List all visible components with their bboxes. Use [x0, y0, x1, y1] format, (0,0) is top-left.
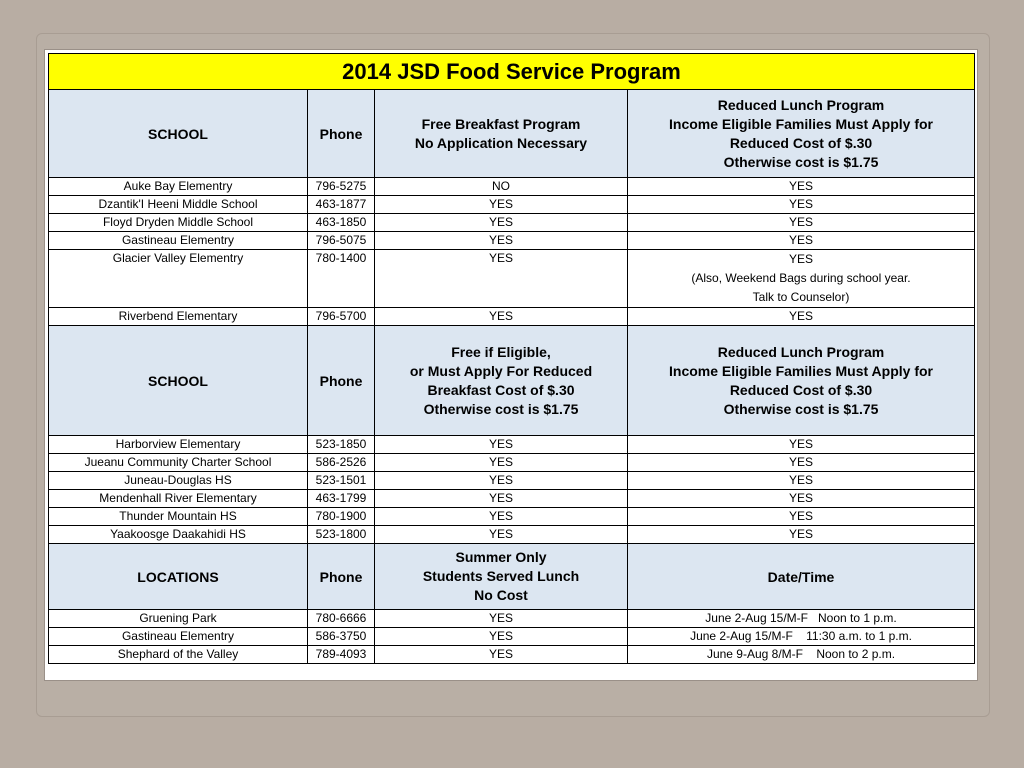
- table-title: 2014 JSD Food Service Program: [49, 54, 975, 90]
- phone-column-header: Phone: [308, 326, 375, 436]
- table-row: Yaakoosge Daakahidi HS 523-1800 YES YES: [49, 526, 975, 544]
- table-row: Shephard of the Valley 789-4093 YES June 9-Aug 8/M-F Noon to 2 p.m.: [49, 646, 975, 664]
- table-row: Harborview Elementary 523-1850 YES YES: [49, 436, 975, 454]
- table-row: Glacier Valley Elementry 780-1400 YES YES (Also, Weekend Bags during school year. Talk to Counselor): [49, 250, 975, 308]
- school-column-header: SCHOOL: [49, 90, 308, 178]
- table-row: Thunder Mountain HS 780-1900 YES YES: [49, 508, 975, 526]
- spreadsheet-image: [45, 50, 977, 680]
- section1-header: [49, 90, 975, 178]
- breakfast-column-header: Free if Eligible, or Must Apply For Reduced Breakfast Cost of $.30 Otherwise cost is $1.75: [375, 326, 628, 436]
- phone-column-header: Phone: [308, 544, 375, 610]
- lunch-column-header: Reduced Lunch Program Income Eligible Families Must Apply for Reduced Cost of $.30 Otherwise cost is $1.75: [628, 90, 975, 178]
- table-row: Riverbend Elementary 796-5700 YES YES: [49, 308, 975, 326]
- phone-column-header: Phone: [308, 90, 375, 178]
- table-row: Jueanu Community Charter School 586-2526 YES YES: [49, 454, 975, 472]
- table-row: Floyd Dryden Middle School 463-1850 YES YES: [49, 214, 975, 232]
- lunch-column-header: Reduced Lunch Program Income Eligible Families Must Apply for Reduced Cost of $.30 Otherwise cost is $1.75: [628, 326, 975, 436]
- table-row: Juneau-Douglas HS 523-1501 YES YES: [49, 472, 975, 490]
- food-service-table: [48, 53, 975, 664]
- table-row: Dzantik'I Heeni Middle School 463-1877 YES YES: [49, 196, 975, 214]
- table-row: Auke Bay Elementry 796-5275 NO YES: [49, 178, 975, 196]
- breakfast-column-header: Free Breakfast Program No Application Necessary: [375, 90, 628, 178]
- summer-column-header: Summer Only Students Served Lunch No Cost: [375, 544, 628, 610]
- table-row: Gastineau Elementry 586-3750 YES June 2-Aug 15/M-F 11:30 a.m. to 1 p.m.: [49, 628, 975, 646]
- school-column-header: SCHOOL: [49, 326, 308, 436]
- section3-header: [49, 544, 975, 610]
- table-row: Gastineau Elementry 796-5075 YES YES: [49, 232, 975, 250]
- locations-column-header: LOCATIONS: [49, 544, 308, 610]
- table-row: Mendenhall River Elementary 463-1799 YES YES: [49, 490, 975, 508]
- table-row: Gruening Park 780-6666 YES June 2-Aug 15/M-F Noon to 1 p.m.: [49, 610, 975, 628]
- section2-header: [49, 326, 975, 436]
- date-column-header: Date/Time: [628, 544, 975, 610]
